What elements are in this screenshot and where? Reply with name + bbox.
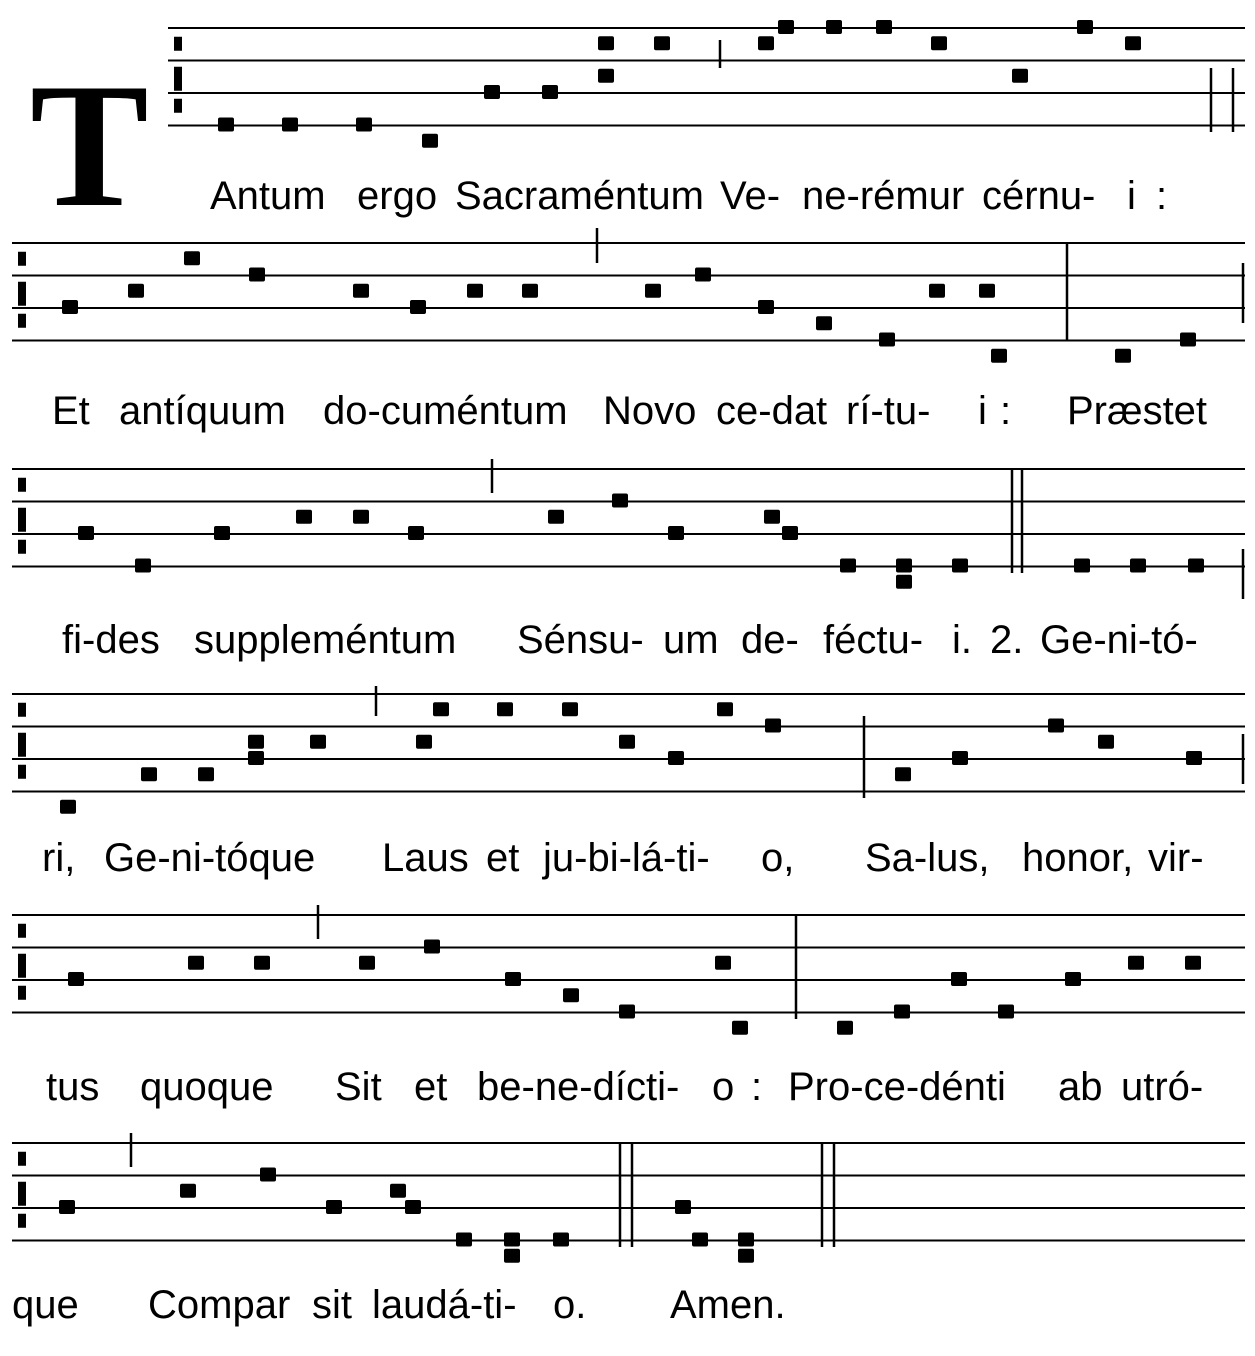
punctum-note bbox=[952, 559, 968, 573]
lyric-word: vir- bbox=[1148, 836, 1204, 880]
punctum-note bbox=[816, 316, 832, 330]
do-clef-icon bbox=[174, 37, 182, 113]
do-clef-icon bbox=[18, 703, 26, 779]
punctum-note bbox=[248, 735, 264, 749]
punctum-note bbox=[979, 284, 995, 298]
punctum-note bbox=[410, 300, 426, 314]
punctum-note bbox=[619, 735, 635, 749]
punctum-note bbox=[353, 510, 369, 524]
drop-cap-initial: T bbox=[30, 46, 149, 244]
lyric-word: Ve- bbox=[720, 174, 781, 218]
punctum-note bbox=[1048, 719, 1064, 733]
lyric-word: Antum bbox=[210, 174, 326, 218]
punctum-note bbox=[59, 1200, 75, 1214]
lyric-word: cérnu- bbox=[982, 174, 1096, 218]
lyric-word: Laus bbox=[382, 836, 469, 880]
punctum-note bbox=[645, 284, 661, 298]
punctum-note bbox=[876, 20, 892, 34]
punctum-note bbox=[218, 118, 234, 132]
punctum-note bbox=[717, 702, 733, 716]
punctum-note bbox=[732, 1021, 748, 1035]
punctum-note bbox=[433, 702, 449, 716]
punctum-note bbox=[553, 1233, 569, 1247]
punctum-note bbox=[758, 36, 774, 50]
punctum-note bbox=[1180, 333, 1196, 347]
lyric-word: o, bbox=[761, 836, 795, 880]
punctum-note bbox=[522, 284, 538, 298]
lyric-word: ce-dat bbox=[716, 389, 828, 433]
lyric-word: féctu- bbox=[823, 618, 924, 662]
punctum-note bbox=[715, 956, 731, 970]
punctum-note bbox=[826, 20, 842, 34]
punctum-note bbox=[310, 735, 326, 749]
lyric-word: Sénsu- bbox=[517, 618, 644, 662]
do-clef-icon bbox=[18, 924, 26, 1000]
lyric-word: et bbox=[486, 836, 520, 880]
punctum-note bbox=[991, 349, 1007, 363]
lyric-word: laudá-ti- bbox=[372, 1283, 517, 1327]
punctum-note bbox=[738, 1233, 754, 1247]
punctum-note bbox=[504, 1233, 520, 1247]
lyric-word: et bbox=[414, 1065, 448, 1109]
punctum-note bbox=[668, 526, 684, 540]
punctum-note bbox=[998, 1005, 1014, 1019]
lyric-word: antíquum bbox=[119, 389, 286, 433]
lyric-word: Novo bbox=[603, 389, 697, 433]
lyric-word: honor, bbox=[1022, 836, 1134, 880]
punctum-note bbox=[497, 702, 513, 716]
lyric-word: ri, bbox=[42, 836, 76, 880]
punctum-note bbox=[894, 1005, 910, 1019]
punctum-note bbox=[356, 118, 372, 132]
punctum-note bbox=[456, 1233, 472, 1247]
punctum-note bbox=[840, 559, 856, 573]
punctum-note bbox=[1077, 20, 1093, 34]
punctum-note bbox=[78, 526, 94, 540]
punctum-note bbox=[128, 284, 144, 298]
lyric-word: Amen. bbox=[670, 1283, 786, 1327]
lyric-line-3 bbox=[0, 617, 1255, 663]
punctum-note bbox=[668, 751, 684, 765]
lyric-word: Sacraméntum bbox=[455, 174, 704, 218]
punctum-note bbox=[467, 284, 483, 298]
lyric-word: i bbox=[1127, 174, 1136, 218]
punctum-note bbox=[249, 268, 265, 282]
lyric-word: Ge-ni-tóque bbox=[104, 836, 316, 880]
punctum-note bbox=[1188, 559, 1204, 573]
lyric-word: de- bbox=[741, 618, 799, 662]
punctum-note bbox=[260, 1168, 276, 1182]
punctum-note bbox=[879, 333, 895, 347]
punctum-note bbox=[598, 69, 614, 83]
punctum-note bbox=[782, 526, 798, 540]
punctum-note bbox=[188, 956, 204, 970]
punctum-note bbox=[692, 1233, 708, 1247]
punctum-note bbox=[619, 1005, 635, 1019]
lyric-word: fi-des bbox=[62, 618, 160, 662]
lyric-line-2 bbox=[0, 388, 1255, 434]
punctum-note bbox=[296, 510, 312, 524]
punctum-note bbox=[282, 118, 298, 132]
punctum-note bbox=[1128, 956, 1144, 970]
punctum-note bbox=[60, 800, 76, 814]
do-clef-icon bbox=[18, 1152, 26, 1228]
punctum-note bbox=[837, 1021, 853, 1035]
punctum-note bbox=[248, 751, 264, 765]
lyric-word: Ge-ni-tó- bbox=[1040, 618, 1198, 662]
punctum-note bbox=[390, 1184, 406, 1198]
lyric-line-1 bbox=[0, 173, 1255, 219]
do-clef-icon bbox=[18, 478, 26, 554]
punctum-note bbox=[408, 526, 424, 540]
lyric-line-6 bbox=[0, 1282, 1255, 1328]
punctum-note bbox=[1125, 36, 1141, 50]
punctum-note bbox=[548, 510, 564, 524]
punctum-note bbox=[326, 1200, 342, 1214]
lyric-word: : bbox=[1000, 389, 1012, 433]
lyric-word: : bbox=[751, 1065, 763, 1109]
lyric-word: do-cuméntum bbox=[323, 389, 568, 433]
lyric-word: suppleméntum bbox=[194, 618, 457, 662]
punctum-note bbox=[562, 702, 578, 716]
lyric-word: que bbox=[12, 1283, 79, 1327]
lyric-word: Præstet bbox=[1067, 389, 1208, 433]
punctum-note bbox=[1065, 972, 1081, 986]
lyric-word: quoque bbox=[140, 1065, 274, 1109]
punctum-note bbox=[738, 1249, 754, 1263]
punctum-note bbox=[180, 1184, 196, 1198]
punctum-note bbox=[542, 85, 558, 99]
punctum-note bbox=[563, 988, 579, 1002]
lyric-word: i. bbox=[952, 618, 972, 662]
punctum-note bbox=[1186, 751, 1202, 765]
punctum-note bbox=[424, 940, 440, 954]
punctum-note bbox=[505, 972, 521, 986]
punctum-note bbox=[765, 719, 781, 733]
lyric-word: ju-bi-lá-ti- bbox=[543, 836, 710, 880]
punctum-note bbox=[198, 767, 214, 781]
punctum-note bbox=[184, 251, 200, 265]
punctum-note bbox=[422, 134, 438, 148]
lyric-word: Pro-ce-dénti bbox=[788, 1065, 1006, 1109]
lyric-word: sit bbox=[312, 1283, 352, 1327]
punctum-note bbox=[1098, 735, 1114, 749]
lyric-word: o bbox=[712, 1065, 735, 1109]
punctum-note bbox=[896, 559, 912, 573]
lyric-word: Et bbox=[52, 389, 90, 433]
punctum-note bbox=[951, 972, 967, 986]
punctum-note bbox=[254, 956, 270, 970]
punctum-note bbox=[141, 767, 157, 781]
punctum-note bbox=[1012, 69, 1028, 83]
punctum-note bbox=[416, 735, 432, 749]
punctum-note bbox=[598, 36, 614, 50]
lyric-word: ab bbox=[1058, 1065, 1103, 1109]
punctum-note bbox=[353, 284, 369, 298]
punctum-note bbox=[1130, 559, 1146, 573]
do-clef-icon bbox=[18, 252, 26, 328]
punctum-note bbox=[1074, 559, 1090, 573]
punctum-note bbox=[695, 268, 711, 282]
lyric-line-4 bbox=[0, 835, 1255, 881]
punctum-note bbox=[654, 36, 670, 50]
lyric-word: i bbox=[978, 389, 987, 433]
lyric-word: : bbox=[1156, 174, 1168, 218]
punctum-note bbox=[484, 85, 500, 99]
punctum-note bbox=[896, 575, 912, 589]
lyric-line-5 bbox=[0, 1064, 1255, 1110]
punctum-note bbox=[952, 751, 968, 765]
punctum-note bbox=[214, 526, 230, 540]
punctum-note bbox=[504, 1249, 520, 1263]
punctum-note bbox=[929, 284, 945, 298]
lyric-word: ergo bbox=[357, 174, 438, 218]
lyric-word: utró- bbox=[1121, 1065, 1204, 1109]
punctum-note bbox=[612, 494, 628, 508]
lyric-word: um bbox=[663, 618, 719, 662]
lyric-word: be-ne-dícti- bbox=[477, 1065, 680, 1109]
punctum-note bbox=[778, 20, 794, 34]
punctum-note bbox=[675, 1200, 691, 1214]
lyric-word: 2. bbox=[990, 618, 1024, 662]
lyric-word: o. bbox=[553, 1283, 587, 1327]
punctum-note bbox=[405, 1200, 421, 1214]
lyric-word: Sa-lus, bbox=[865, 836, 990, 880]
lyric-word: Compar bbox=[148, 1283, 291, 1327]
punctum-note bbox=[758, 300, 774, 314]
punctum-note bbox=[895, 767, 911, 781]
punctum-note bbox=[931, 36, 947, 50]
punctum-note bbox=[1115, 349, 1131, 363]
lyric-word: ne-rémur bbox=[802, 174, 965, 218]
lyric-word: rí-tu- bbox=[846, 389, 931, 433]
punctum-note bbox=[1185, 956, 1201, 970]
lyric-word: Sit bbox=[335, 1065, 382, 1109]
punctum-note bbox=[359, 956, 375, 970]
punctum-note bbox=[68, 972, 84, 986]
punctum-note bbox=[62, 300, 78, 314]
lyric-word: tus bbox=[46, 1065, 100, 1109]
punctum-note bbox=[135, 559, 151, 573]
punctum-note bbox=[764, 510, 780, 524]
